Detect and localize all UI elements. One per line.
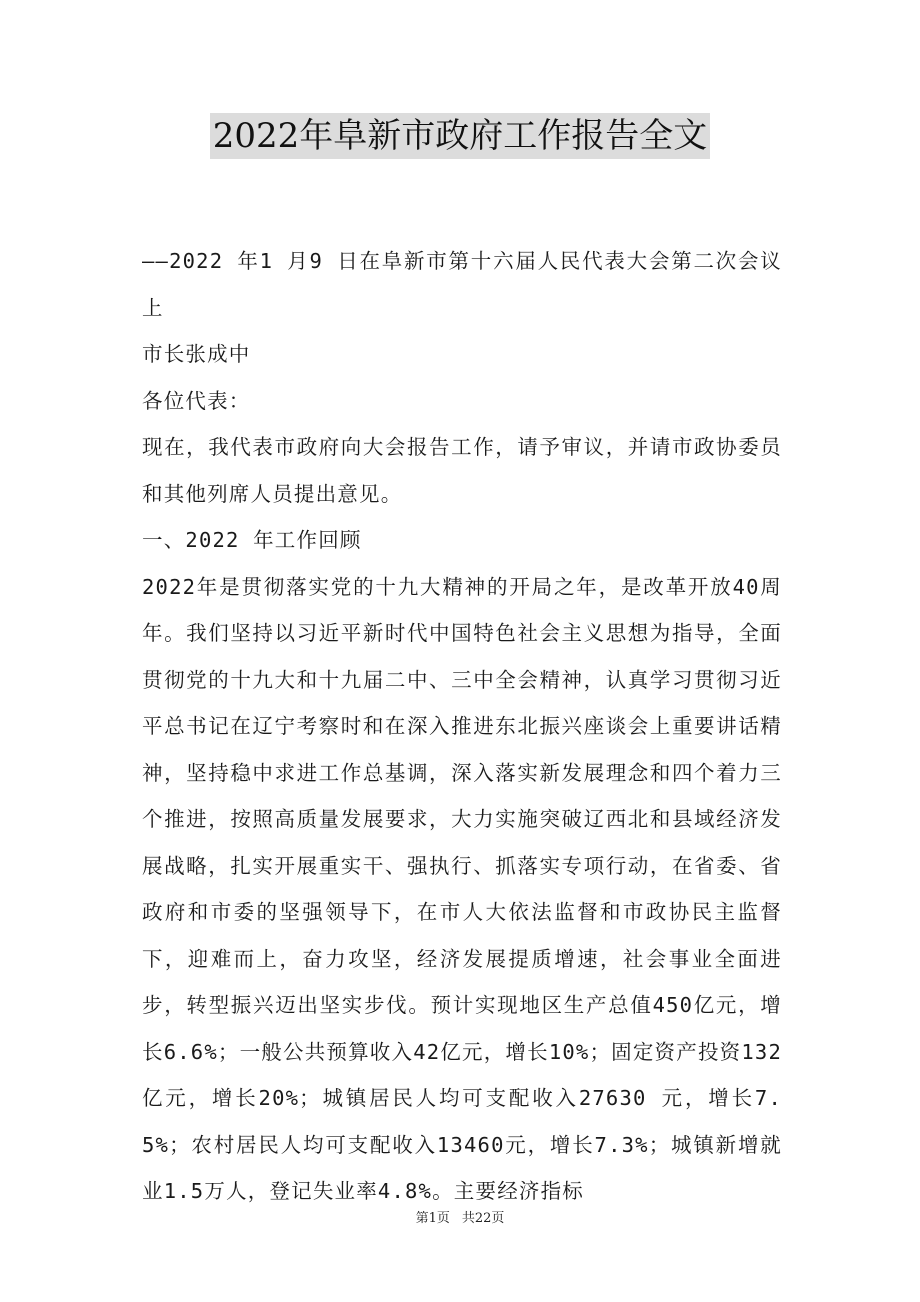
page-number: 第1页	[415, 1211, 450, 1226]
subtitle: ——2022 年1 月9 日在阜新市第十六届人民代表大会第二次会议上	[142, 249, 782, 320]
page-total: 共22页	[461, 1211, 505, 1226]
intro-paragraph: 现在，我代表市政府向大会报告工作，请予审议，并请市政协委员和其他列席人员提出意见。	[142, 435, 782, 506]
document-body	[142, 238, 782, 1215]
title-container	[0, 113, 920, 159]
body-paragraph: 2022年是贯彻落实党的十九大精神的开局之年，是改革开放40周年。我们坚持以习近平新时代中国特色社会主义思想为指导，全面贯彻党的十九大和十九届二中、三中全会精神，认真学习贯彻习近平总书记在辽宁考察时和在深入推进东北振兴座谈会上重要讲话精神，坚持稳中求进工作总基调，深入落实新发展理念和四个着力三个推进，按照高质量发展要求，大力实施突破辽西北和县域经济发展战略，扎实开展重实干、强执行、抓落实专项行动，在省委、省政府和市委的坚强领导下，在市人大依法监督和市政协民主监督下，迎难而上，奋力攻坚，经济发展提质增速，社会事业全面进步，转型振兴迈出坚实步伐。预计实现地区生产总值450亿元，增长6.6%；一般公共预算收入42亿元，增长10%；固定资产投资132亿元，增长20%；城镇居民人均可支配收入27630 元，增长7.5%；农村居民人均可支配收入13460元，增长7.3%；城镇新增就业1.5万人，登记失业率4.8%。主要经济指标	[142, 574, 782, 1203]
salutation: 各位代表：	[142, 388, 251, 413]
page-footer	[0, 1207, 920, 1226]
speaker: 市长张成中	[142, 342, 251, 366]
section-heading: 一、2022 年工作回顾	[142, 528, 362, 552]
document-title: 2022年阜新市政府工作报告全文	[210, 113, 711, 159]
